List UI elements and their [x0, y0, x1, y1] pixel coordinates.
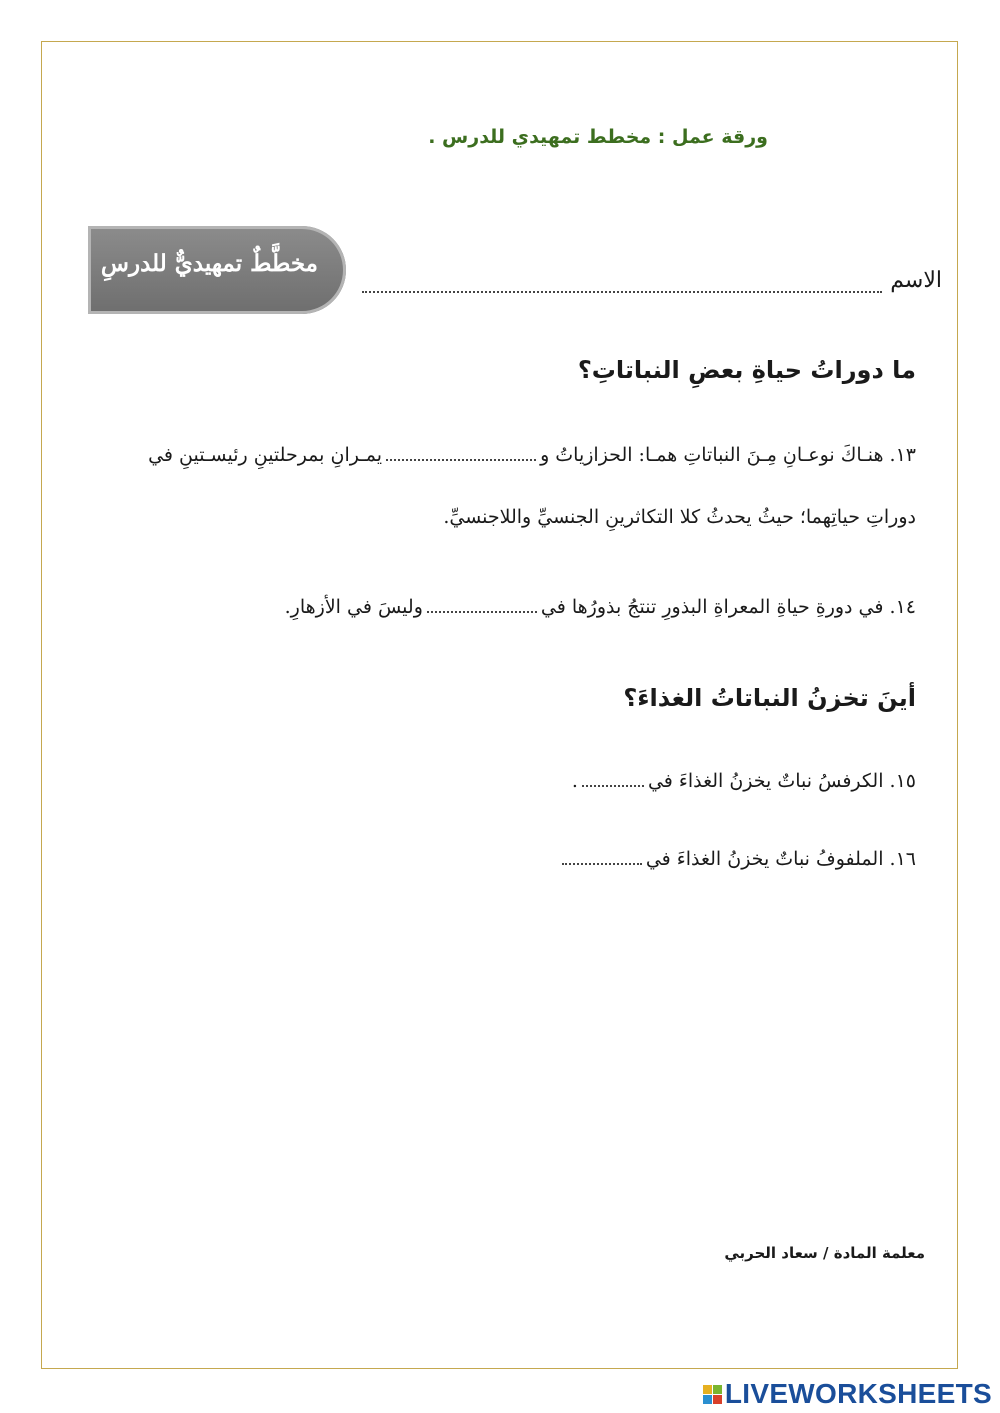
- lesson-banner: [88, 226, 346, 314]
- teacher-signature: معلمة المادة / سعاد الحربي: [724, 1244, 925, 1262]
- q13-text-end: يمـرانِ بمرحلتينِ رئيسـتينِ في دوراتِ حياتِهما؛ حيثُ يحدثُ كلا التكاثرينِ الجنسيِّ واللاجنسيِّ.: [148, 444, 916, 528]
- q16-answer-blank[interactable]: [562, 844, 642, 865]
- q13-number: ١٣.: [889, 444, 916, 466]
- question-13: [108, 424, 916, 548]
- banner-label: مخطَّطٌ تمهيديٌّ للدرسِ: [100, 250, 318, 277]
- section-heading-food-storage: أينَ تخزنُ النباتاتُ الغذاءَ؟: [623, 684, 916, 712]
- q13-answer-blank[interactable]: [386, 440, 536, 461]
- section-heading-life-cycles: ما دوراتُ حياةِ بعضِ النباتاتِ؟: [577, 356, 916, 384]
- name-label: الاسم: [890, 268, 942, 293]
- q15-answer-blank[interactable]: [582, 766, 644, 787]
- q15-text-end: .: [571, 770, 578, 792]
- question-15: [572, 750, 916, 812]
- name-input-line[interactable]: [362, 271, 882, 293]
- q14-text-start: في دورةِ حياةِ المعراةِ البذورِ تنتجُ بذورُها في: [540, 596, 884, 618]
- q16-text-start: الملفوفُ نباتٌ يخزنُ الغذاءَ في: [645, 848, 884, 870]
- q15-text-start: الكرفسُ نباتٌ يخزنُ الغذاءَ في: [647, 770, 884, 792]
- q14-text-end: وليسَ في الأزهارِ.: [284, 596, 423, 618]
- worksheet-title: ورقة عمل : مخطط تمهيدي للدرس .: [428, 126, 768, 148]
- q14-number: ١٤.: [889, 596, 916, 618]
- logo-icon: [703, 1385, 722, 1404]
- question-14: [108, 576, 916, 638]
- q14-answer-blank[interactable]: [427, 592, 537, 613]
- student-name-row: [362, 268, 942, 293]
- question-16: [558, 828, 916, 890]
- liveworksheets-logo[interactable]: [703, 1378, 992, 1410]
- q16-number: ١٦.: [889, 848, 916, 870]
- q13-text-start: هنـاكَ نوعـانِ مِـنَ النباتاتِ همـا: الحزازياتُ و: [540, 444, 884, 466]
- logo-text: LIVEWORKSHEETS: [724, 1378, 992, 1409]
- q15-number: ١٥.: [889, 770, 916, 792]
